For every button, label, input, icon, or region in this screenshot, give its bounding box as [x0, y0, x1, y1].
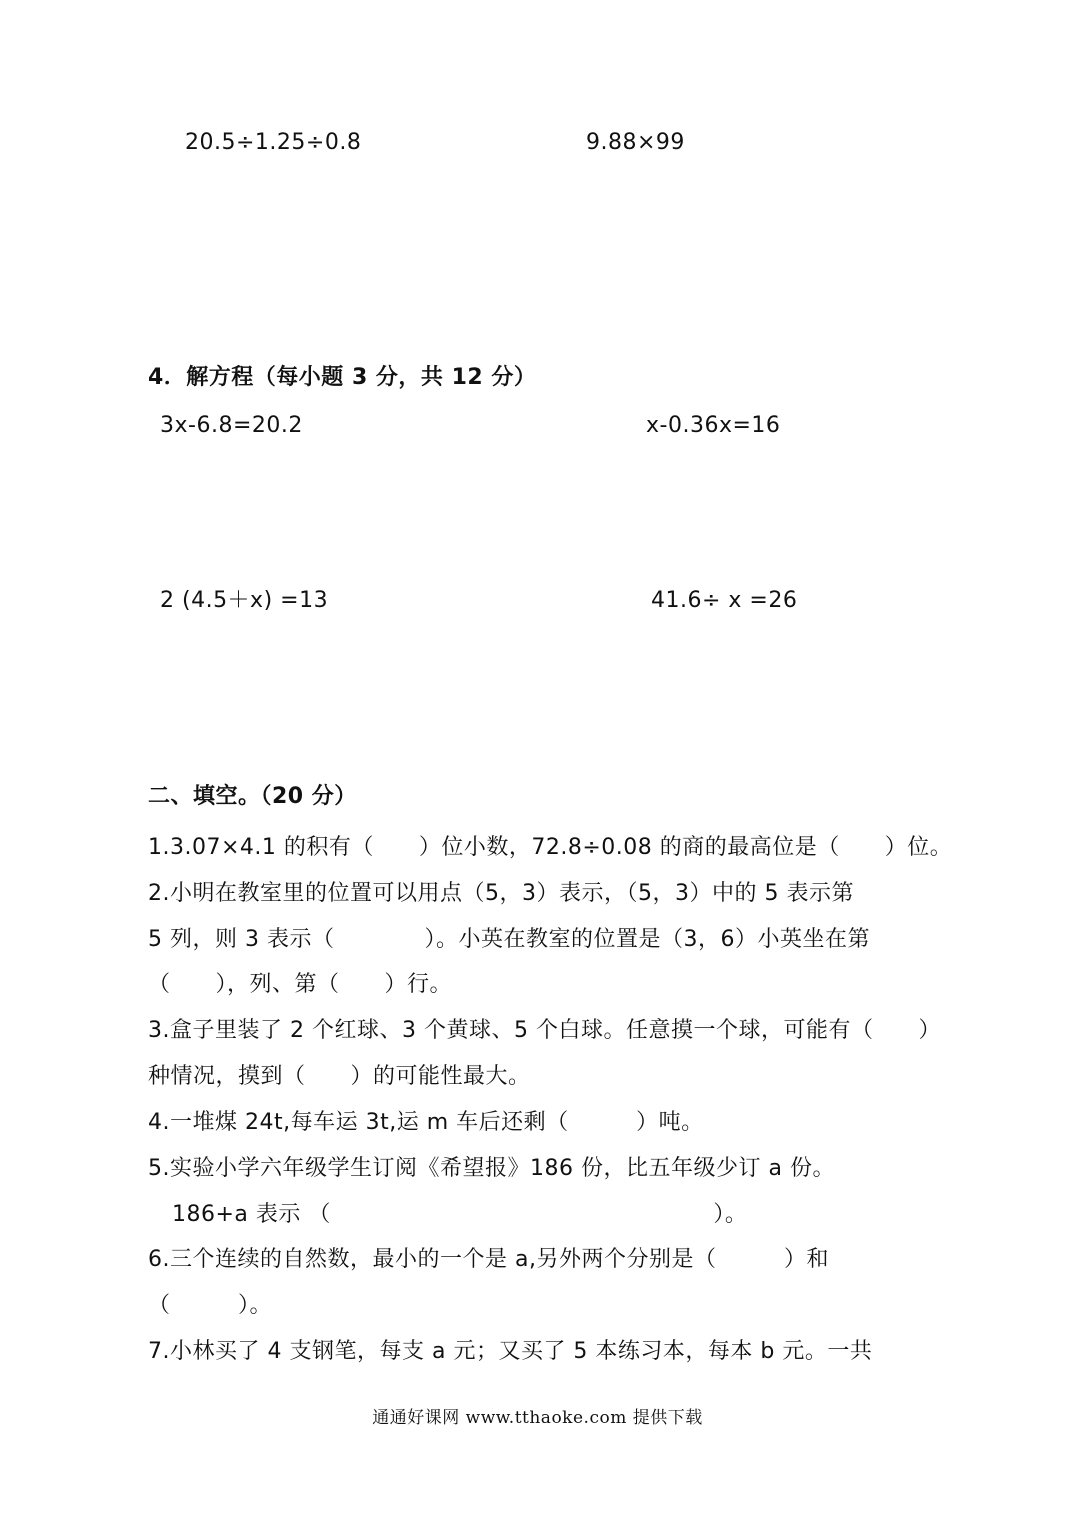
question-line: 3.盒子里装了 2 个红球、3 个黄球、5 个白球。任意摸一个球，可能有（ ） [148, 1018, 941, 1043]
question-line: 5 列，则 3 表示（ ）。小英在教室的位置是（3，6）小英坐在第 [148, 927, 870, 952]
question-line: 7.小林买了 4 支钢笔，每支 a 元；又买了 5 本练习本，每本 b 元。一共 [148, 1339, 873, 1364]
equation-item: 3x-6.8=20.2 [160, 413, 303, 438]
equation-item: 41.6÷ x =26 [651, 588, 798, 613]
question-line: 1.3.07×4.1 的积有（ ）位小数，72.8÷0.08 的商的最高位是（ ）位。 [148, 835, 953, 860]
question-line: 6.三个连续的自然数，最小的一个是 a,另外两个分别是（ ）和 [148, 1247, 829, 1272]
page-footer: 通通好课网 www.tthaoke.com 提供下载 [372, 1408, 703, 1428]
section-heading: 4．解方程（每小题 3 分，共 12 分） [148, 365, 537, 390]
question-line: 种情况，摸到（ ）的可能性最大。 [148, 1064, 531, 1089]
calculation-item: 9.88×99 [586, 130, 685, 155]
question-line: 186+a 表示 （ ）。 [172, 1202, 748, 1227]
question-line: （ ），列、第（ ）行。 [148, 972, 453, 997]
section-heading: 二、填空。（20 分） [148, 784, 357, 809]
equation-item: x-0.36x=16 [646, 413, 781, 438]
question-line: （ ）。 [148, 1293, 273, 1318]
question-line: 4.一堆煤 24t,每车运 3t,运 m 车后还剩（ ）吨。 [148, 1110, 704, 1135]
question-line: 2.小明在教室里的位置可以用点（5，3）表示，（5，3）中的 5 表示第 [148, 881, 854, 906]
equation-item: 2 (4.5＋x) =13 [160, 588, 329, 613]
calculation-item: 20.5÷1.25÷0.8 [185, 130, 362, 155]
question-line: 5.实验小学六年级学生订阅《希望报》186 份，比五年级少订 a 份。 [148, 1156, 835, 1181]
